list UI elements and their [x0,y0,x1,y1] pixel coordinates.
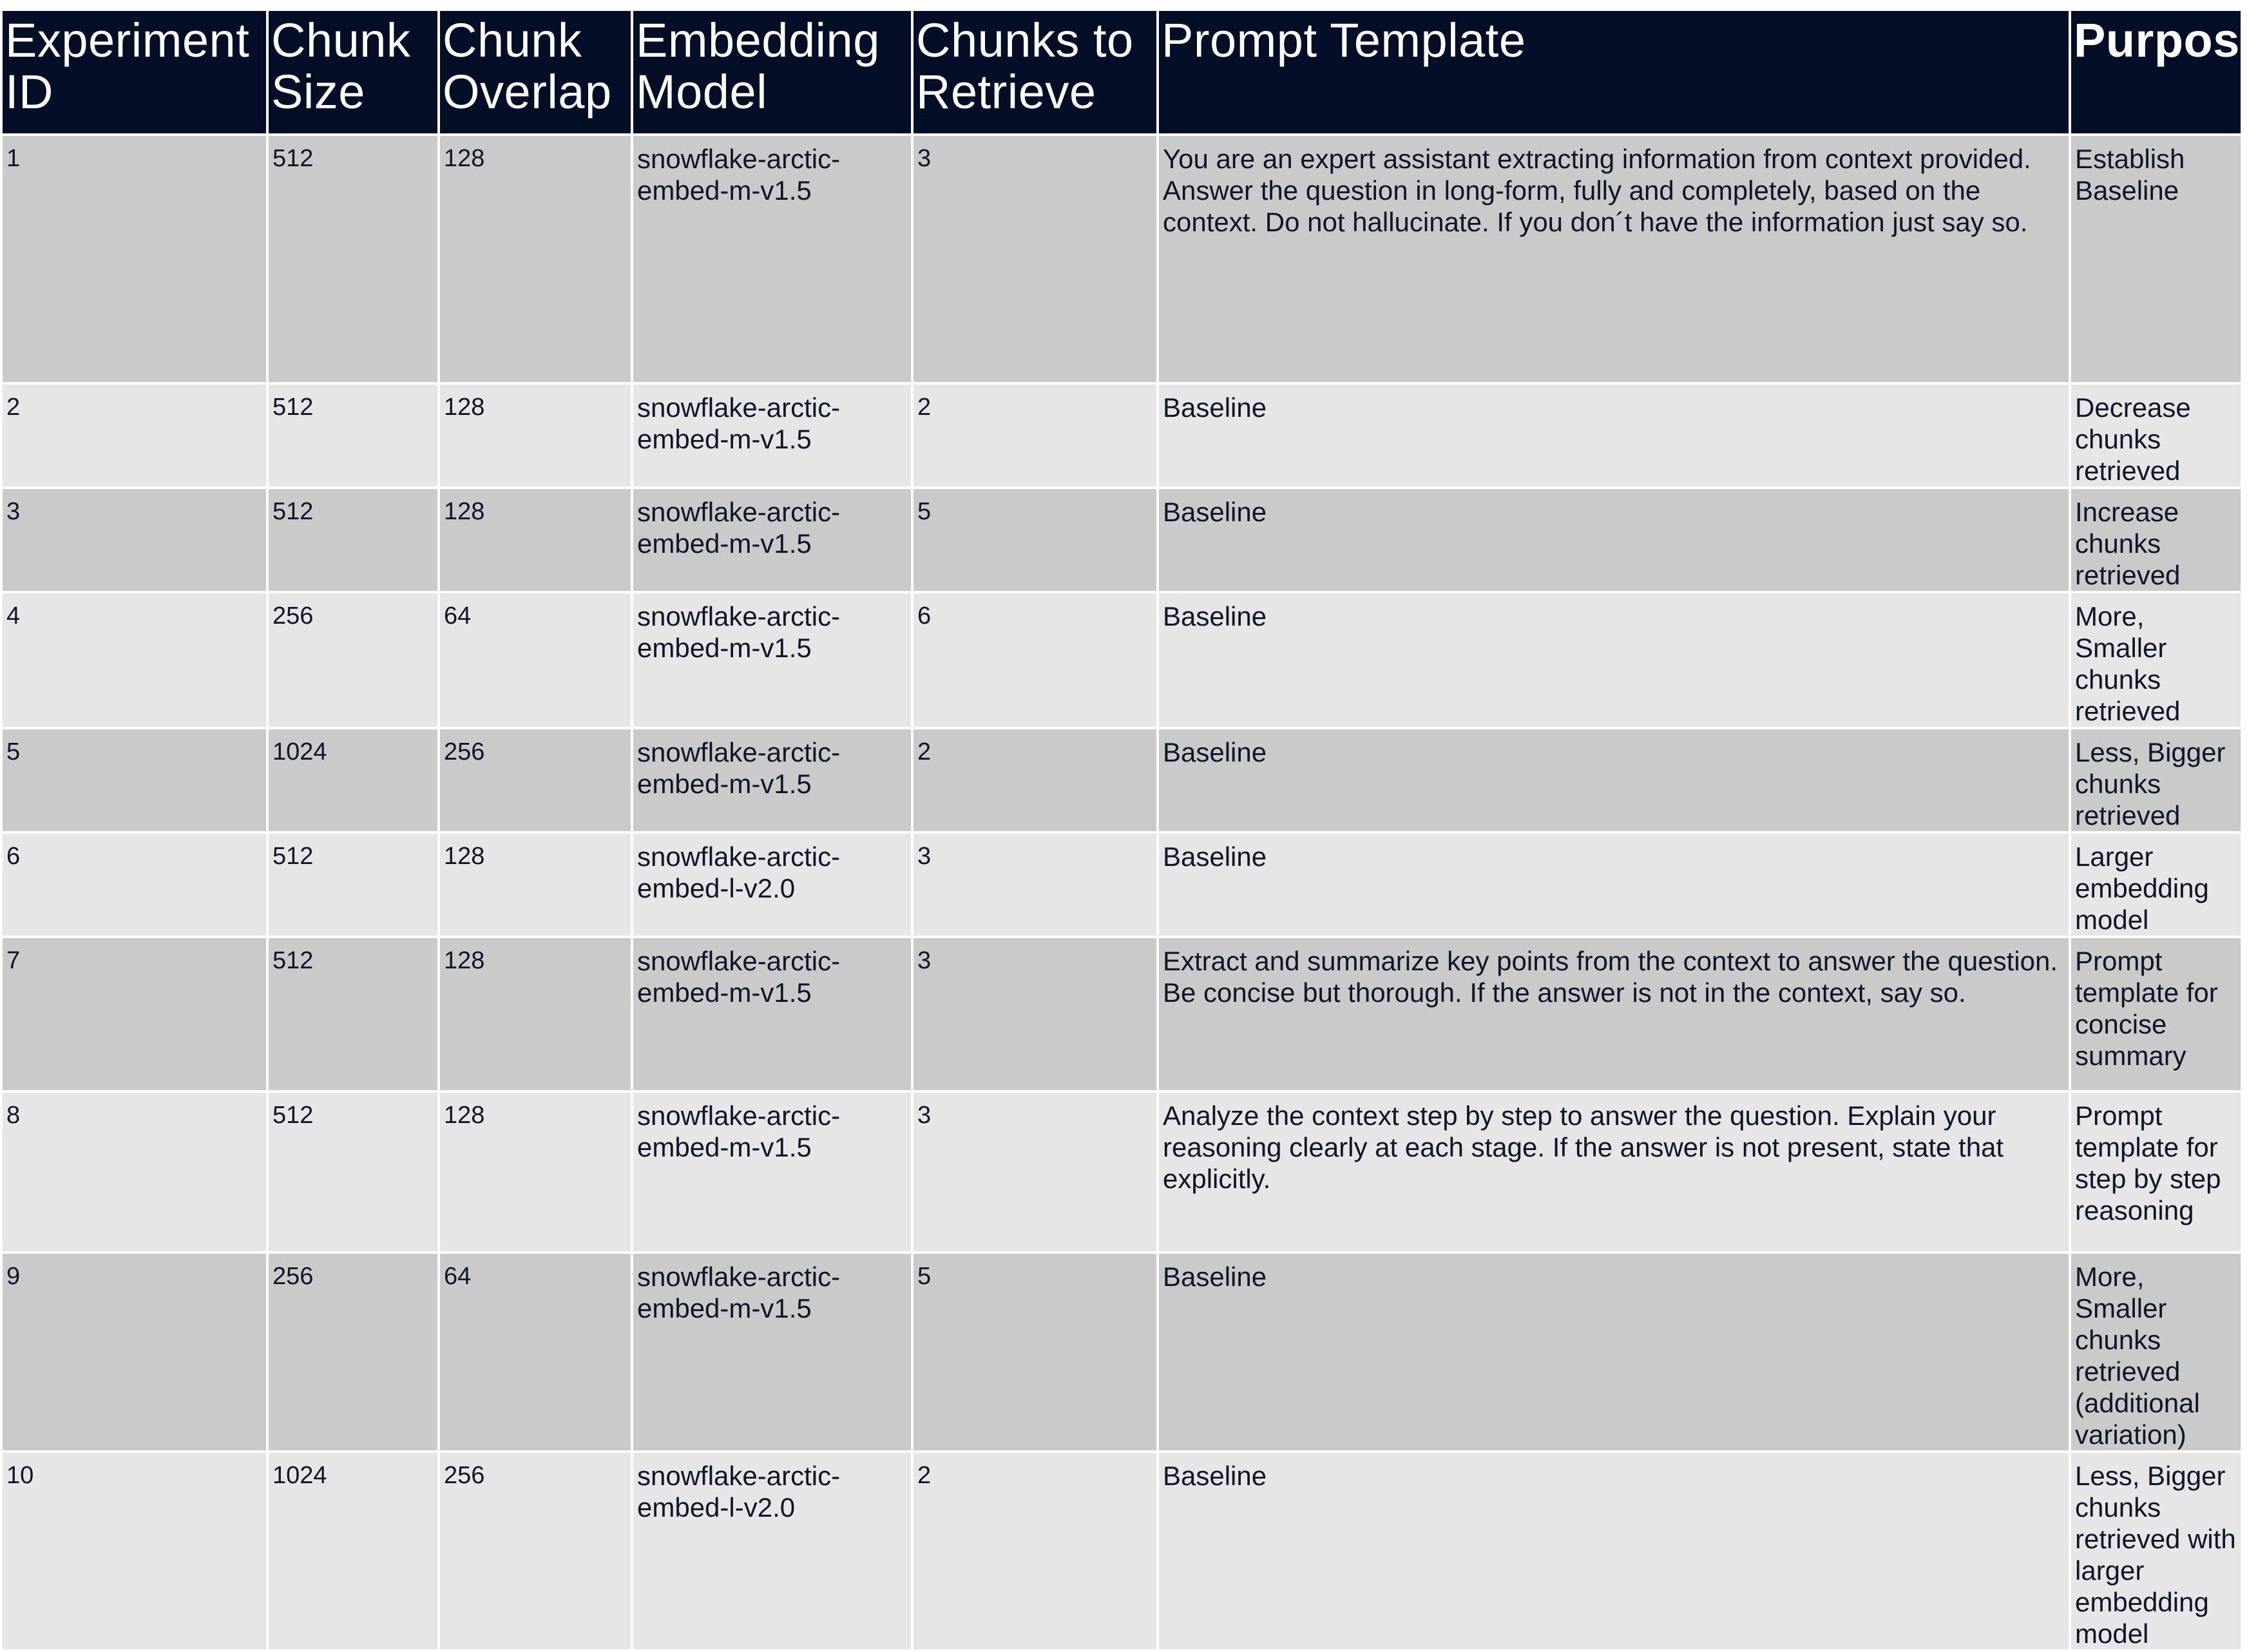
column-header-prompt-template: Prompt Template [1159,11,2069,133]
cell-chunks-to-retrieve: 3 [913,1093,1156,1251]
cell-experiment-id: 10 [3,1453,266,1649]
cell-chunk-overlap: 128 [440,1093,631,1251]
cell-chunk-overlap: 128 [440,136,631,382]
table-row [3,1254,2241,1450]
cell-experiment-id: 7 [3,938,266,1090]
cell-chunks-to-retrieve: 2 [913,729,1156,831]
table-header [3,11,2267,133]
cell-embedding-model: snowflake-arctic-embed-m-v1.5 [633,593,911,727]
cell-prompt-template: Extract and summarize key points from the context to answer the question. Be concise but thorough. If the answer is not in the context, say so. [1159,938,2069,1090]
cell-purpose: Less, Bigger chunks retrieved [2071,729,2241,831]
cell-embedding-model: snowflake-arctic-embed-m-v1.5 [633,1093,911,1251]
column-header-chunk-size: Chunk Size [269,11,437,133]
column-header-embedding-model: Embedding Model [633,11,911,133]
cell-embedding-model: snowflake-arctic-embed-m-v1.5 [633,136,911,382]
cell-purpose: Establish Baseline [2071,136,2241,382]
cell-prompt-template: Baseline [1159,1453,2069,1649]
cell-embedding-model: snowflake-arctic-embed-m-v1.5 [633,385,911,486]
cell-chunk-size: 256 [269,1254,437,1450]
cell-chunks-to-retrieve: 2 [913,385,1156,486]
cell-chunk-size: 512 [269,136,437,382]
cell-prompt-template: Baseline [1159,489,2069,591]
cell-prompt-template: You are an expert assistant extracting information from context provided. Answer the question in long-form, fully and completely, based on the context. Do not hallucinate. If you don´t have the information just say so. [1159,136,2069,382]
column-header-purpose: Purpose [2071,11,2241,133]
table-row [3,938,2241,1090]
table-row [3,593,2241,727]
cell-chunk-size: 512 [269,938,437,1090]
cell-experiment-id: 9 [3,1254,266,1450]
cell-experiment-id: 6 [3,834,266,936]
cell-chunk-overlap: 128 [440,489,631,591]
cell-experiment-id: 3 [3,489,266,591]
cell-chunks-to-retrieve: 2 [913,1453,1156,1649]
cell-chunk-size: 1024 [269,1453,437,1649]
cell-prompt-template: Analyze the context step by step to answer the question. Explain your reasoning clearly at each stage. If the answer is not present, state that explicitly. [1159,1093,2069,1251]
table-row [3,834,2241,936]
cell-chunks-to-retrieve: 5 [913,489,1156,591]
cell-experiment-id: 1 [3,136,266,382]
cell-purpose: Decrease chunks retrieved [2071,385,2241,486]
cell-chunk-size: 512 [269,385,437,486]
cell-purpose: Less, Bigger chunks retrieved with larger embedding model [2071,1453,2241,1649]
cell-chunk-overlap: 256 [440,1453,631,1649]
cell-experiment-id: 8 [3,1093,266,1251]
cell-experiment-id: 2 [3,385,266,486]
cell-embedding-model: snowflake-arctic-embed-l-v2.0 [633,834,911,936]
cell-chunks-to-retrieve: 6 [913,593,1156,727]
experiments-table [0,8,2267,1652]
cell-prompt-template: Baseline [1159,593,2069,727]
cell-chunk-overlap: 128 [440,385,631,486]
cell-chunk-overlap: 128 [440,938,631,1090]
cell-chunk-overlap: 64 [440,593,631,727]
cell-purpose: More, Smaller chunks retrieved [2071,593,2241,727]
cell-purpose: Prompt template for concise summary [2071,938,2241,1090]
cell-chunk-size: 1024 [269,729,437,831]
cell-embedding-model: snowflake-arctic-embed-m-v1.5 [633,1254,911,1450]
cell-experiment-id: 5 [3,729,266,831]
cell-chunk-size: 512 [269,834,437,936]
cell-chunks-to-retrieve: 3 [913,834,1156,936]
column-header-chunk-overlap: Chunk Overlap [440,11,631,133]
cell-purpose: Larger embedding model [2071,834,2241,936]
cell-chunk-overlap: 256 [440,729,631,831]
table-row [3,385,2241,486]
cell-prompt-template: Baseline [1159,385,2069,486]
column-header-chunks-to-retrieve: Chunks to Retrieve [913,11,1156,133]
table-body [3,136,2241,1649]
cell-prompt-template: Baseline [1159,834,2069,936]
cell-chunks-to-retrieve: 5 [913,1254,1156,1450]
cell-chunk-size: 256 [269,593,437,727]
table-row [3,489,2241,591]
header-row [3,11,2241,133]
cell-embedding-model: snowflake-arctic-embed-m-v1.5 [633,938,911,1090]
cell-chunk-overlap: 128 [440,834,631,936]
cell-prompt-template: Baseline [1159,729,2069,831]
table-row [3,1453,2241,1649]
table-row [3,136,2241,382]
cell-chunk-size: 512 [269,1093,437,1251]
table-row [3,1093,2241,1251]
cell-experiment-id: 4 [3,593,266,727]
cell-chunks-to-retrieve: 3 [913,136,1156,382]
column-header-experiment-id: Experiment ID [3,11,266,133]
cell-embedding-model: snowflake-arctic-embed-m-v1.5 [633,489,911,591]
cell-embedding-model: snowflake-arctic-embed-l-v2.0 [633,1453,911,1649]
cell-embedding-model: snowflake-arctic-embed-m-v1.5 [633,729,911,831]
cell-chunk-overlap: 64 [440,1254,631,1450]
cell-purpose: Prompt template for step by step reasoning [2071,1093,2241,1251]
cell-chunks-to-retrieve: 3 [913,938,1156,1090]
cell-chunk-size: 512 [269,489,437,591]
cell-prompt-template: Baseline [1159,1254,2069,1450]
cell-purpose: More, Smaller chunks retrieved (additional variation) [2071,1254,2241,1450]
cell-purpose: Increase chunks retrieved [2071,489,2241,591]
table-row [3,729,2241,831]
